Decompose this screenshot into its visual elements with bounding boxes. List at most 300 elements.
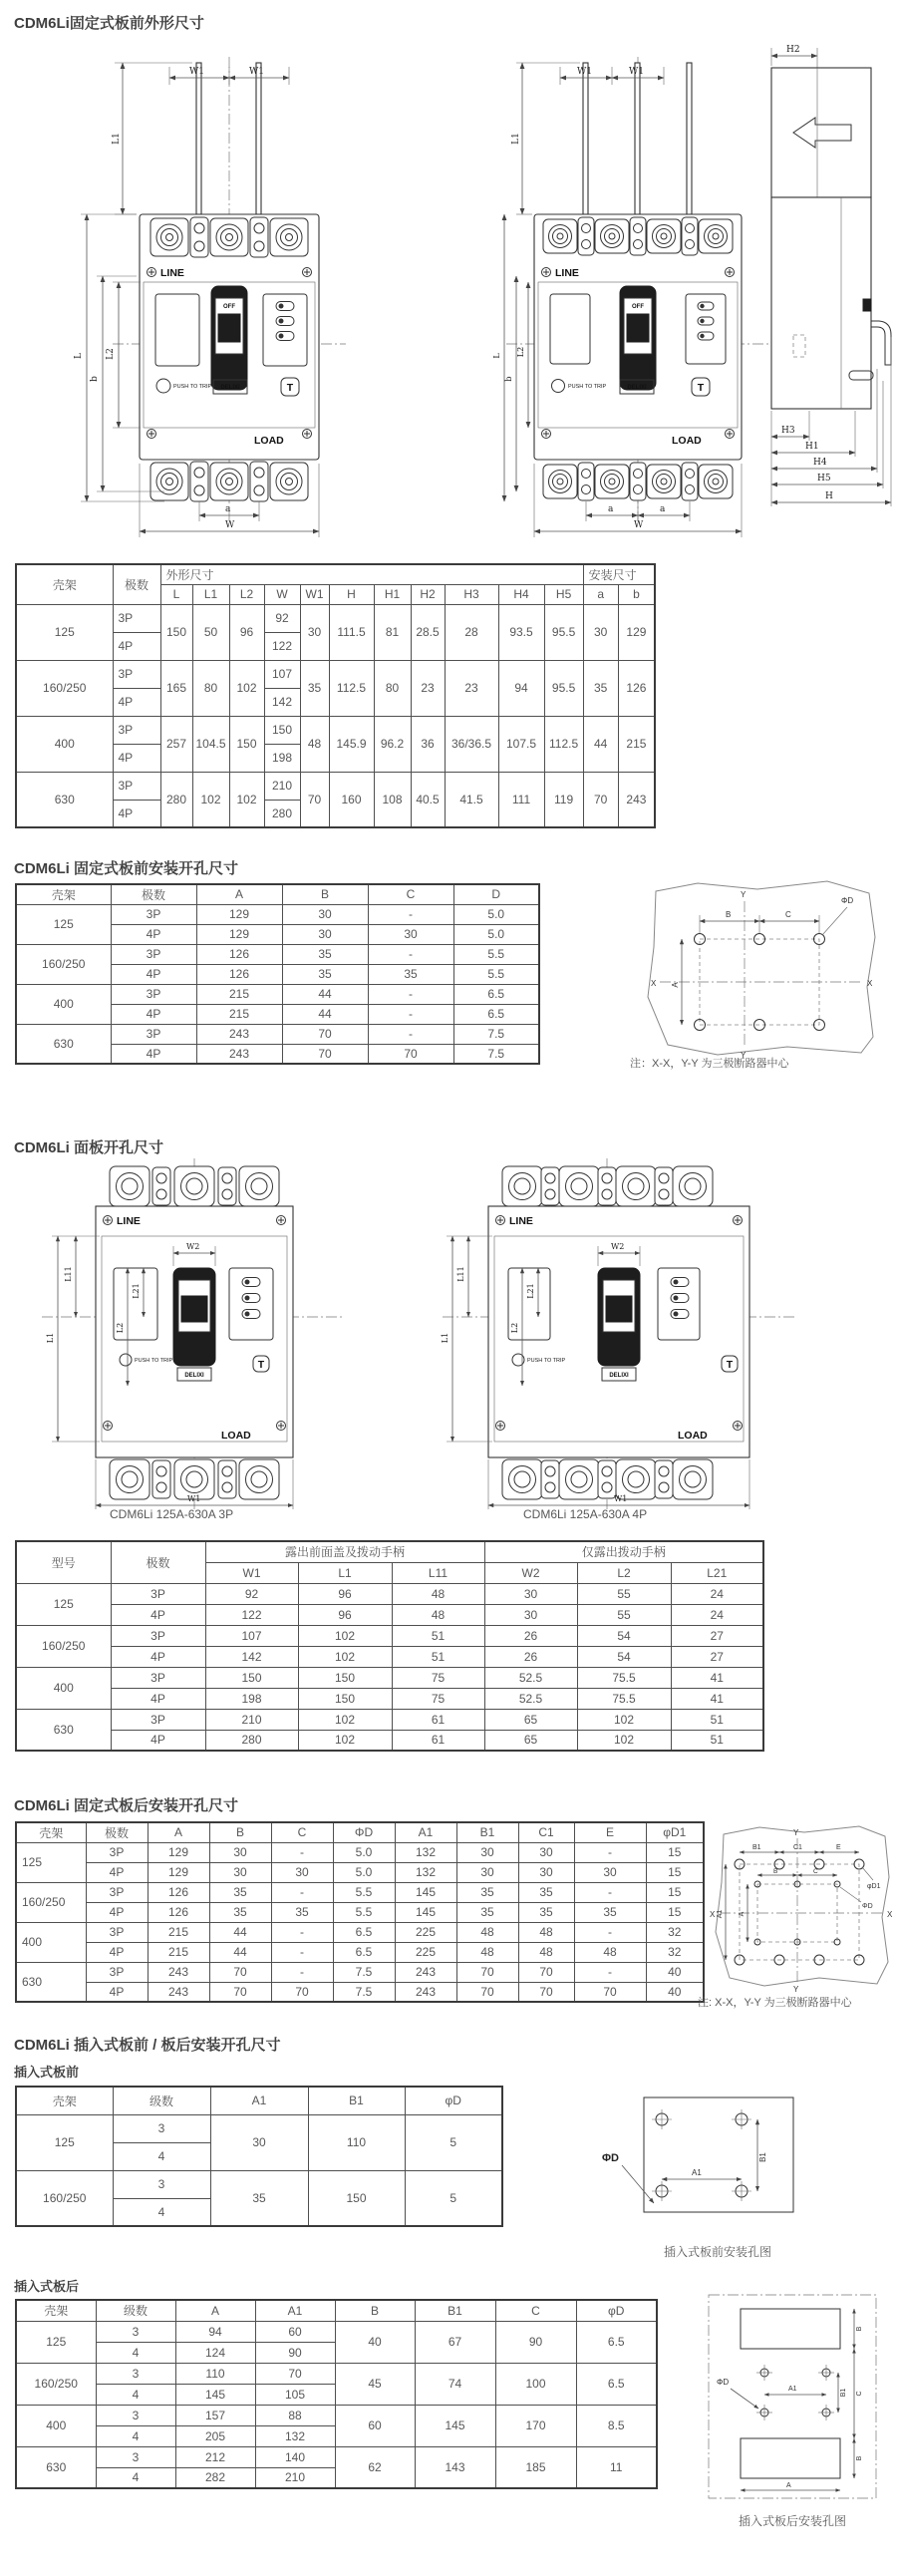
- data-cell: 102: [577, 1709, 671, 1730]
- dim-label-b1: B1: [752, 1844, 761, 1851]
- data-cell: 102: [298, 1730, 392, 1751]
- brand-label: DELIXI: [609, 1373, 629, 1379]
- data-cell: 5.0: [333, 1862, 395, 1882]
- diagram-plug-rear-holes: [703, 2291, 882, 2505]
- push-to-trip-label: PUSH TO TRIP: [568, 384, 607, 390]
- diagram-front-mount-holes: [638, 877, 882, 1060]
- data-cell: 3P: [111, 1667, 205, 1688]
- dim-label-l1: L1: [441, 1332, 449, 1344]
- header-cell: H5: [544, 584, 583, 604]
- data-cell: 44: [209, 1922, 271, 1942]
- data-cell: 4P: [111, 924, 196, 944]
- data-cell: 41: [671, 1688, 763, 1709]
- data-cell: 132: [395, 1862, 456, 1882]
- data-cell: 65: [484, 1709, 577, 1730]
- data-cell: 3P: [113, 660, 160, 688]
- dim-label-phid: ΦD: [862, 1903, 873, 1910]
- dim-label-l11: L11: [64, 1266, 73, 1282]
- load-label: LOAD: [672, 435, 702, 447]
- data-cell: 129: [618, 604, 655, 660]
- data-cell: 4P: [113, 632, 160, 660]
- data-cell: 205: [175, 2425, 255, 2446]
- data-cell: 4P: [113, 688, 160, 716]
- data-cell: 81: [374, 604, 411, 660]
- dim-label-l1: L1: [112, 133, 122, 145]
- data-cell: 150: [298, 1688, 392, 1709]
- data-cell: 3P: [113, 604, 160, 632]
- data-cell: 30: [282, 904, 368, 924]
- header-cell: A1: [255, 2300, 335, 2321]
- data-cell: 4P: [113, 800, 160, 827]
- data-cell: 145: [395, 1882, 456, 1902]
- data-cell: 30: [583, 604, 618, 660]
- diagram-rear-mount-holes: [710, 1822, 894, 1994]
- note-three-pole-center: 注: X-X，Y-Y 为三极断路器中心: [698, 1997, 852, 2009]
- data-cell: 157: [175, 2405, 255, 2425]
- data-cell: 132: [395, 1842, 456, 1862]
- data-cell: 35: [368, 964, 453, 984]
- subsection-plug-rear: 插入式板后: [14, 2279, 80, 2294]
- header-cell: B: [282, 884, 368, 904]
- section-title-rear-mount-holes: CDM6Li 固定式板后安装开孔尺寸: [14, 1797, 239, 1814]
- data-cell: 210: [255, 2467, 335, 2488]
- dimension-l1: [112, 63, 192, 214]
- diagram-plug-front-holes: [596, 2080, 810, 2239]
- dim-label-h4: H4: [813, 458, 827, 468]
- data-cell: 107: [264, 660, 300, 688]
- header-cell: C: [495, 2300, 576, 2321]
- header-cell: 壳架: [16, 2300, 96, 2321]
- data-cell: 70: [255, 2363, 335, 2384]
- dim-label-b: B: [726, 910, 732, 919]
- data-cell: 4P: [86, 1982, 148, 2002]
- axis-x-left: X: [651, 979, 657, 988]
- data-cell: 48: [456, 1942, 518, 1962]
- dim-label-h5: H5: [817, 474, 831, 483]
- data-cell: 126: [148, 1902, 209, 1922]
- data-cell: 51: [671, 1709, 763, 1730]
- breaker-body: [140, 214, 319, 501]
- data-cell: 35: [300, 660, 329, 716]
- header-cell: φD: [576, 2300, 657, 2321]
- data-cell: 129: [148, 1842, 209, 1862]
- data-cell: 126: [148, 1882, 209, 1902]
- line-label: LINE: [117, 1215, 141, 1227]
- data-cell: 129: [148, 1862, 209, 1882]
- dim-label-b: b: [504, 376, 513, 382]
- data-cell: 142: [205, 1646, 298, 1667]
- data-cell: 145: [395, 1902, 456, 1922]
- dim-label-w: W: [634, 520, 644, 530]
- header-cell: A1: [210, 2087, 308, 2114]
- data-cell: 212: [175, 2446, 255, 2467]
- data-cell: 282: [175, 2467, 255, 2488]
- data-cell: 32: [646, 1922, 704, 1942]
- data-cell: -: [271, 1882, 333, 1902]
- data-cell: 8.5: [576, 2405, 657, 2446]
- data-cell: 40: [335, 2321, 415, 2363]
- data-cell: 60: [255, 2321, 335, 2342]
- caption-3p: CDM6Li 125A-630A 3P: [110, 1507, 234, 1521]
- data-cell: 280: [160, 772, 192, 827]
- data-cell: 54: [577, 1625, 671, 1646]
- data-cell: -: [574, 1922, 646, 1942]
- data-cell: 210: [205, 1709, 298, 1730]
- data-cell: 140: [255, 2446, 335, 2467]
- header-cell: 极数: [111, 884, 196, 904]
- data-cell: 70: [574, 1982, 646, 2002]
- data-cell: 30: [484, 1583, 577, 1604]
- data-cell: 3P: [111, 1709, 205, 1730]
- data-cell: 35: [518, 1882, 574, 1902]
- data-cell: 32: [646, 1942, 704, 1962]
- data-cell: 35: [210, 2170, 308, 2226]
- data-cell: 30: [271, 1862, 333, 1882]
- data-cell: 4P: [111, 1604, 205, 1625]
- data-cell: 225: [395, 1922, 456, 1942]
- data-cell: 70: [456, 1962, 518, 1982]
- subsection-plug-front: 插入式板前: [14, 2065, 80, 2080]
- data-cell: 44: [209, 1942, 271, 1962]
- data-cell: 145.9: [329, 716, 374, 772]
- data-cell: 92: [205, 1583, 298, 1604]
- axis-x-right: X: [887, 1910, 893, 1919]
- axis-x-left: X: [710, 1910, 716, 1919]
- data-cell: 6.5: [576, 2321, 657, 2363]
- table-front-mount-holes: [15, 883, 540, 1065]
- dim-label-a1: A1: [788, 2386, 797, 2393]
- data-cell: 243: [395, 1982, 456, 2002]
- data-cell: 3: [113, 2114, 210, 2142]
- data-cell: 4P: [111, 1688, 205, 1709]
- data-cell: 630: [16, 1709, 111, 1751]
- data-cell: 5.5: [453, 964, 539, 984]
- dim-label-a: A: [671, 982, 680, 988]
- dim-label-h3: H3: [781, 426, 795, 436]
- data-cell: 400: [16, 716, 113, 772]
- data-cell: 70: [282, 1044, 368, 1064]
- data-cell: 51: [671, 1730, 763, 1751]
- data-cell: 28: [445, 604, 498, 660]
- data-cell: 170: [495, 2405, 576, 2446]
- data-cell: 400: [16, 1667, 111, 1709]
- drawing-panel-4p: [439, 1158, 802, 1517]
- header-cell: W2: [484, 1562, 577, 1583]
- header-cell: L1: [298, 1562, 392, 1583]
- axis-x-right: X: [867, 979, 873, 988]
- data-cell: 48: [518, 1942, 574, 1962]
- data-cell: 92: [264, 604, 300, 632]
- data-cell: -: [368, 1004, 453, 1024]
- data-cell: -: [368, 984, 453, 1004]
- header-cell: C: [271, 1822, 333, 1842]
- header-cell: L2: [229, 584, 264, 604]
- data-cell: 95.5: [544, 604, 583, 660]
- data-cell: 96: [229, 604, 264, 660]
- data-cell: 122: [205, 1604, 298, 1625]
- data-cell: 112.5: [329, 660, 374, 716]
- data-cell: 400: [16, 1922, 86, 1962]
- header-cell: E: [574, 1822, 646, 1842]
- dim-label-h: H: [825, 491, 833, 501]
- header-cell: H4: [498, 584, 544, 604]
- data-cell: 257: [160, 716, 192, 772]
- data-cell: 125: [16, 904, 111, 944]
- data-cell: 3P: [86, 1882, 148, 1902]
- data-cell: 4P: [86, 1902, 148, 1922]
- header-cell: B: [209, 1822, 271, 1842]
- data-cell: 7.5: [333, 1962, 395, 1982]
- data-cell: 243: [196, 1044, 282, 1064]
- data-cell: 75.5: [577, 1667, 671, 1688]
- mount-holes: [652, 2109, 751, 2201]
- data-cell: 54: [577, 1646, 671, 1667]
- data-cell: 107: [205, 1625, 298, 1646]
- data-cell: 26: [484, 1646, 577, 1667]
- data-cell: 243: [148, 1982, 209, 2002]
- data-cell: 67: [415, 2321, 495, 2363]
- data-cell: 3P: [111, 904, 196, 924]
- data-cell: 5.0: [453, 924, 539, 944]
- data-cell: 210: [264, 772, 300, 800]
- header-cell: φD: [405, 2087, 502, 2114]
- dim-label-l1: L1: [511, 133, 521, 145]
- header-cell: 极数: [113, 564, 160, 604]
- data-cell: 110: [175, 2363, 255, 2384]
- dim-label-w2: W2: [611, 1242, 625, 1251]
- data-cell: 119: [544, 772, 583, 827]
- header-cell: 级数: [96, 2300, 175, 2321]
- data-cell: 630: [16, 1024, 111, 1064]
- header-cell: L1: [192, 584, 229, 604]
- data-cell: 30: [368, 924, 453, 944]
- axis-y-bottom: Y: [741, 1051, 747, 1060]
- data-cell: 28.5: [411, 604, 445, 660]
- push-to-trip-label: PUSH TO TRIP: [135, 1358, 173, 1364]
- data-cell: 96.2: [374, 716, 411, 772]
- data-cell: 96: [298, 1583, 392, 1604]
- data-cell: 5: [405, 2114, 502, 2170]
- data-cell: 30: [209, 1842, 271, 1862]
- data-cell: 122: [264, 632, 300, 660]
- data-cell: 5.5: [333, 1882, 395, 1902]
- data-cell: 48: [392, 1583, 484, 1604]
- header-cell: ΦD: [333, 1822, 395, 1842]
- data-cell: 52.5: [484, 1667, 577, 1688]
- data-cell: 4: [96, 2384, 175, 2405]
- dim-label-w1: W1: [189, 67, 204, 77]
- header-cell: B1: [415, 2300, 495, 2321]
- data-cell: 35: [456, 1882, 518, 1902]
- dim-label-e: E: [836, 1844, 841, 1851]
- line-label: LINE: [509, 1215, 533, 1227]
- dim-label-l2: L2: [106, 348, 116, 360]
- dimension-l1: [511, 63, 580, 214]
- data-cell: 129: [196, 904, 282, 924]
- dim-label-w1: W1: [577, 67, 592, 77]
- header-cell: L: [160, 584, 192, 604]
- data-cell: 124: [175, 2342, 255, 2363]
- data-cell: 70: [209, 1982, 271, 2002]
- data-cell: 3P: [86, 1922, 148, 1942]
- data-cell: 4: [113, 2198, 210, 2226]
- data-cell: 150: [160, 604, 192, 660]
- data-cell: 150: [308, 2170, 405, 2226]
- data-cell: 30: [518, 1862, 574, 1882]
- dim-label-c: C: [785, 910, 791, 919]
- data-cell: 215: [618, 716, 655, 772]
- data-cell: -: [271, 1942, 333, 1962]
- header-cell: B1: [456, 1822, 518, 1842]
- data-cell: 74: [415, 2363, 495, 2405]
- data-cell: 4: [96, 2425, 175, 2446]
- data-cell: 142: [264, 688, 300, 716]
- data-cell: 80: [192, 660, 229, 716]
- data-cell: 105: [255, 2384, 335, 2405]
- data-cell: 4P: [86, 1862, 148, 1882]
- data-cell: 90: [255, 2342, 335, 2363]
- section-title-plug-in: CDM6Li 插入式板前 / 板后安装开孔尺寸: [14, 2037, 281, 2054]
- data-cell: 15: [646, 1862, 704, 1882]
- data-cell: 96: [298, 1604, 392, 1625]
- header-cell: a: [583, 584, 618, 604]
- off-label: OFF: [223, 304, 235, 310]
- dim-label-l: L: [492, 353, 501, 359]
- data-cell: 5.0: [453, 904, 539, 924]
- data-cell: 75: [392, 1688, 484, 1709]
- data-cell: 5.0: [333, 1842, 395, 1862]
- data-cell: 27: [671, 1625, 763, 1646]
- data-cell: 160/250: [16, 1625, 111, 1667]
- drawing-panel-3p: [38, 1158, 347, 1517]
- data-cell: 40.5: [411, 772, 445, 827]
- header-cell: 安装尺寸: [583, 564, 655, 584]
- header-cell: C1: [518, 1822, 574, 1842]
- data-cell: 36/36.5: [445, 716, 498, 772]
- header-cell: H3: [445, 584, 498, 604]
- data-cell: 4P: [113, 744, 160, 772]
- header-cell: L21: [671, 1562, 763, 1583]
- data-cell: 102: [298, 1646, 392, 1667]
- data-cell: 104.5: [192, 716, 229, 772]
- data-cell: 198: [264, 744, 300, 772]
- dim-label-c: C: [813, 1868, 818, 1875]
- caption-plug-front-figure: 插入式板前安装孔图: [663, 2245, 771, 2259]
- data-cell: 215: [196, 1004, 282, 1024]
- data-cell: 111: [498, 772, 544, 827]
- data-cell: 125: [16, 2321, 96, 2363]
- data-cell: 112.5: [544, 716, 583, 772]
- header-cell: A1: [395, 1822, 456, 1842]
- data-cell: 126: [196, 964, 282, 984]
- data-cell: 48: [392, 1604, 484, 1625]
- data-cell: 55: [577, 1604, 671, 1625]
- diagram-dims: [717, 2309, 863, 2490]
- data-cell: 48: [300, 716, 329, 772]
- data-cell: 50: [192, 604, 229, 660]
- data-cell: 70: [209, 1962, 271, 1982]
- data-cell: 3P: [111, 1625, 205, 1646]
- header-cell: L2: [577, 1562, 671, 1583]
- data-cell: -: [368, 904, 453, 924]
- data-cell: 160/250: [16, 2170, 113, 2226]
- data-cell: 70: [518, 1982, 574, 2002]
- data-cell: 102: [192, 772, 229, 827]
- data-cell: 62: [335, 2446, 415, 2488]
- dimension-w1: [560, 67, 664, 85]
- data-cell: 23: [445, 660, 498, 716]
- axis-y-bottom: Y: [793, 1985, 799, 1994]
- data-cell: 125: [16, 604, 113, 660]
- dim-label-w2: W2: [186, 1242, 200, 1251]
- data-cell: 3: [96, 2321, 175, 2342]
- data-cell: 145: [175, 2384, 255, 2405]
- data-cell: 15: [646, 1842, 704, 1862]
- header-cell: A: [175, 2300, 255, 2321]
- data-cell: 15: [646, 1902, 704, 1922]
- axis-y-top: Y: [741, 890, 747, 899]
- data-cell: 110: [308, 2114, 405, 2170]
- data-cell: 4P: [111, 1730, 205, 1751]
- data-cell: 70: [282, 1024, 368, 1044]
- data-cell: 48: [456, 1922, 518, 1942]
- table-plug-front: [15, 2086, 503, 2227]
- data-cell: 30: [574, 1862, 646, 1882]
- data-cell: 52.5: [484, 1688, 577, 1709]
- dimension-left-chain: [492, 214, 528, 501]
- dim-label-l1: L1: [46, 1332, 55, 1344]
- data-cell: 4P: [111, 1044, 196, 1064]
- data-cell: 150: [264, 716, 300, 744]
- data-cell: 51: [392, 1646, 484, 1667]
- header-cell: C: [368, 884, 453, 904]
- data-cell: 11: [576, 2446, 657, 2488]
- data-cell: 80: [374, 660, 411, 716]
- breaker-body: [96, 1166, 293, 1499]
- data-cell: 35: [209, 1902, 271, 1922]
- data-cell: 4P: [111, 1646, 205, 1667]
- data-cell: -: [368, 944, 453, 964]
- header-cell: D: [453, 884, 539, 904]
- data-cell: 60: [335, 2405, 415, 2446]
- dim-label-a: A: [786, 2482, 791, 2489]
- dimension-h2: [771, 45, 817, 68]
- dim-label-b: B: [856, 2455, 863, 2461]
- dim-label-h1: H1: [805, 442, 819, 452]
- data-cell: 48: [518, 1922, 574, 1942]
- data-cell: 75: [392, 1667, 484, 1688]
- data-cell: 35: [574, 1902, 646, 1922]
- dim-label-b1: B1: [758, 2152, 767, 2162]
- data-cell: 630: [16, 1962, 86, 2002]
- test-button-label: T: [697, 382, 705, 394]
- header-cell: H2: [411, 584, 445, 604]
- header-cell: B1: [308, 2087, 405, 2114]
- data-cell: 125: [16, 1583, 111, 1625]
- data-cell: 6.5: [453, 984, 539, 1004]
- breaker-body: [488, 1166, 749, 1499]
- header-cell: W1: [300, 584, 329, 604]
- section-title-outline-dimensions: CDM6Li固定式板前外形尺寸: [14, 15, 204, 32]
- data-cell: 70: [456, 1982, 518, 2002]
- dim-label-w1: W1: [614, 1494, 628, 1503]
- data-cell: 160/250: [16, 2363, 96, 2405]
- data-cell: 35: [583, 660, 618, 716]
- data-cell: 30: [282, 924, 368, 944]
- data-cell: 35: [282, 964, 368, 984]
- brand-label: DELIXI: [220, 385, 240, 391]
- data-cell: 160: [329, 772, 374, 827]
